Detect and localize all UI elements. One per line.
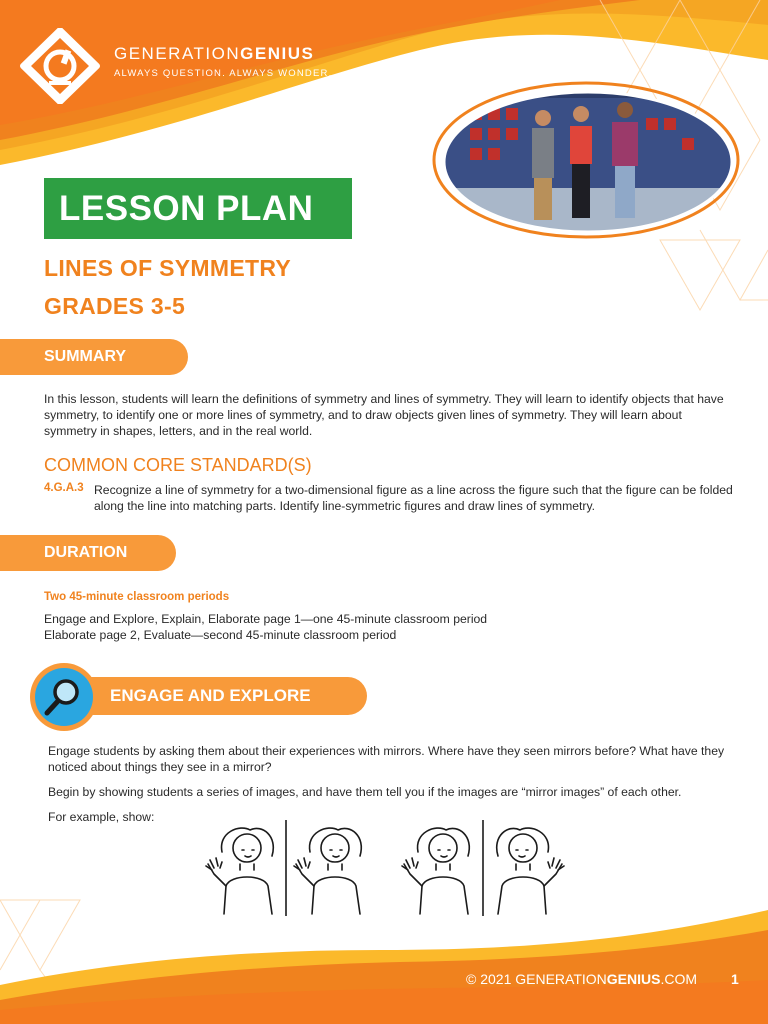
standard-code: 4.G.A.3 <box>44 482 84 494</box>
standards-heading: COMMON CORE STANDARD(S) <box>44 455 312 475</box>
lesson-plan-badge: LESSON PLAN <box>44 178 352 239</box>
logo-icon <box>19 28 101 104</box>
duration-subheading: Two 45-minute classroom periods <box>44 591 230 603</box>
brand-name: GENERATIONGENIUS <box>114 44 315 63</box>
lesson-title: LINES OF SYMMETRY <box>44 255 292 281</box>
brand-tagline: ALWAYS QUESTION. ALWAYS WONDER. <box>114 68 333 79</box>
standard-text: Recognize a line of symmetry for a two-dimensional figure as a line across the figure such that the figure can be folded along the line into matching parts. Identify line-symmetric figures and draw lines of symmetry. <box>94 483 733 513</box>
engage-paragraph-3: For example, show: <box>48 810 155 824</box>
duration-line-2: Elaborate page 2, Evaluate—second 45-minute classroom period <box>44 628 397 642</box>
engage-paragraph-1: Engage students by asking them about their experiences with mirrors. Where have they seen mirrors before? What have they noticed about things they see in a mirror? <box>48 744 725 774</box>
footer-copyright: © 2021 GENERATIONGENIUS.COM <box>466 971 698 987</box>
magnifier-icon <box>29 662 99 732</box>
engage-paragraph-2: Begin by showing students a series of images, and have them tell you if the images are “mirror images” of each other. <box>48 785 682 799</box>
duration-heading: DURATION <box>0 535 176 571</box>
duration-line-1: Engage and Explore, Explain, Elaborate page 1—one 45-minute classroom period <box>44 612 488 626</box>
page-number: 1 <box>731 971 739 987</box>
grade-level: GRADES 3-5 <box>44 293 186 319</box>
mirror-images-illustration <box>200 818 570 918</box>
hosts-photo <box>440 88 736 236</box>
summary-text: In this lesson, students will learn the definitions of symmetry and lines of symmetry. They will learn to identify objects that have symmetry, to identify one or more lines of symmetry, and to draw objects given lines of symmetry. They will learn about symmetry in shapes, letters, and in the real world. <box>44 392 724 438</box>
summary-heading: SUMMARY <box>0 339 188 375</box>
engage-heading: ENGAGE AND EXPLORE <box>80 677 367 715</box>
